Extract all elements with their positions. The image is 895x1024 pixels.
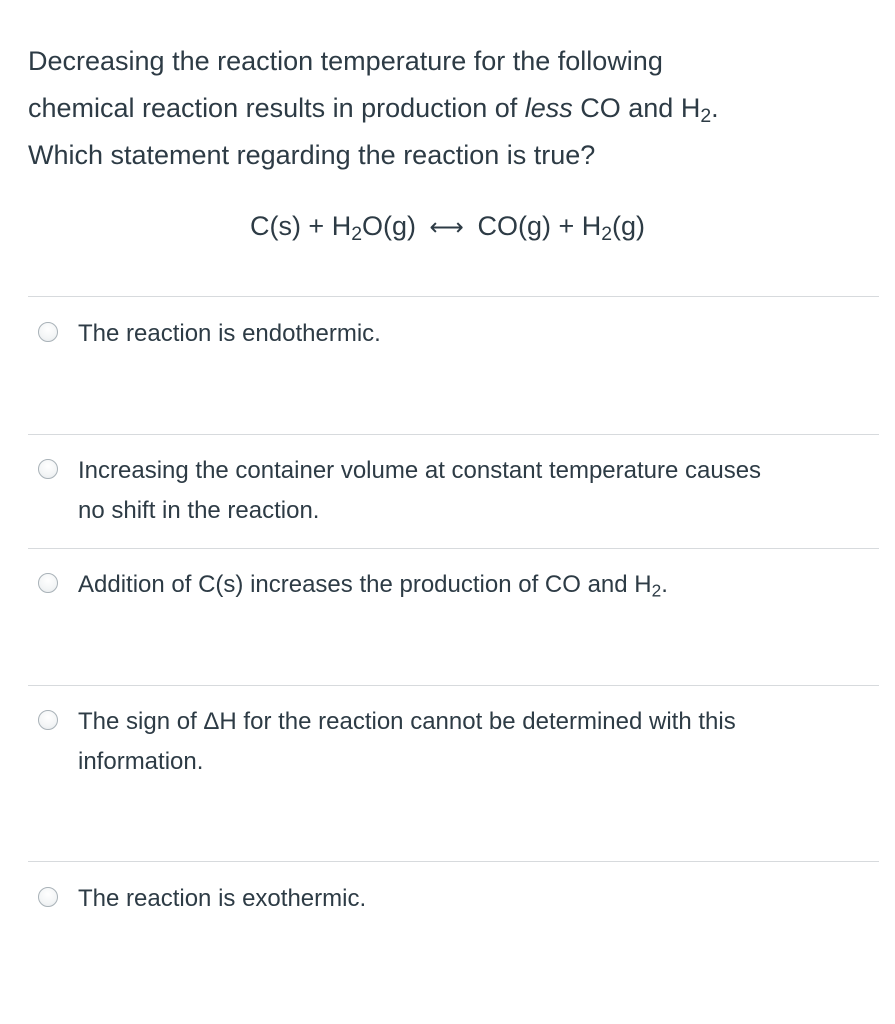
answer-label: The reaction is endothermic. (78, 320, 381, 347)
radio-button[interactable] (38, 887, 58, 907)
chemical-equation: $C(s) + H_2O(g)$ ⟷ $CO(g) + H_2(g)$ (0, 206, 895, 248)
emphasis-less: less (524, 93, 573, 123)
answer-divider (28, 685, 879, 686)
answer-divider (28, 434, 879, 435)
answer-divider (28, 861, 879, 862)
radio-button[interactable] (38, 322, 58, 342)
equilibrium-arrow-icon: ⟷ (429, 214, 464, 241)
question-line-1: Decreasing the reaction temperature for the following (28, 46, 663, 76)
radio-button[interactable] (38, 573, 58, 593)
answer-label: The reaction is exothermic. (78, 885, 367, 912)
question-text (28, 38, 878, 179)
question-line-2: chemical reaction results in production of less CO and $H_2$. (28, 93, 719, 127)
question-line-3: Which statement regarding the reaction is true? (28, 140, 596, 170)
answer-label: The sign of ΔH for the reaction cannot be determined with this information. (78, 708, 736, 775)
radio-button[interactable] (38, 459, 58, 479)
answer-label: Increasing the container volume at constant temperature causes no shift in the reaction. (78, 457, 762, 524)
answer-divider (28, 296, 879, 297)
radio-button[interactable] (38, 710, 58, 730)
answer-label: Addition of C(s) increases the production of CO and $H_2$. (78, 571, 668, 601)
answer-divider (28, 548, 879, 549)
